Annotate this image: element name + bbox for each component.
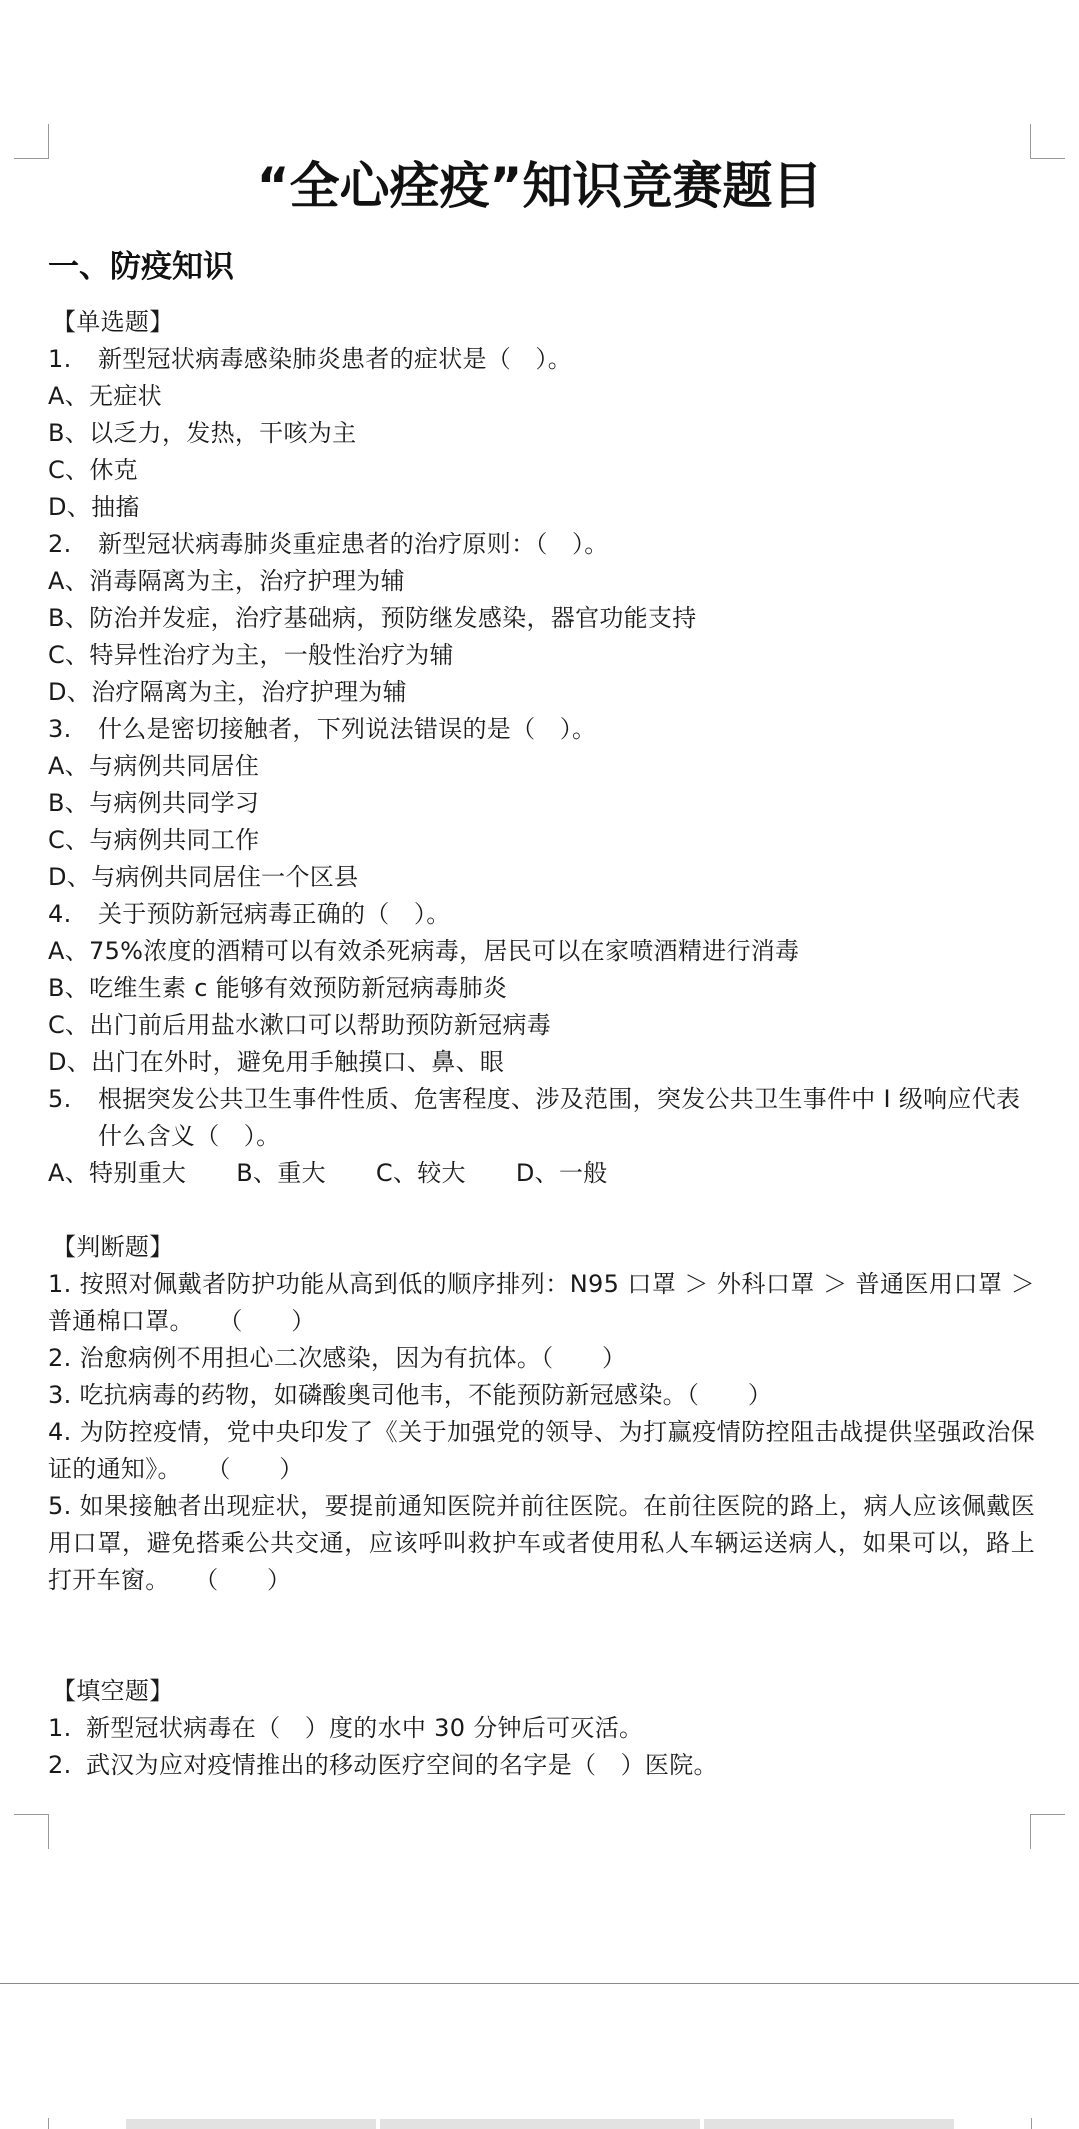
option: D、治疗隔离为主，治疗护理为辅: [48, 678, 407, 706]
question-text: 按照对佩戴者防护功能从高到低的顺序排列：N95 口罩 ＞ 外科口罩 ＞ 普通医用口罩 ＞ 普通棉口罩。 （ ）: [48, 1270, 1035, 1335]
tf-question-3: [48, 1377, 1035, 1414]
option: C、与病例共同工作: [48, 826, 260, 854]
question-text: 根据突发公共卫生事件性质、危害程度、涉及范围，突发公共卫生事件中 Ⅰ 级响应代表什么含义（ ）。: [98, 1085, 1021, 1150]
page-divider: [0, 1983, 1079, 1984]
question-number: 3.: [48, 1381, 72, 1409]
option: A、与病例共同居住: [48, 752, 260, 780]
question-number: 5.: [48, 1085, 72, 1113]
next-page-mark: [1031, 2118, 1032, 2129]
option: A、无症状: [48, 382, 162, 410]
tf-question-1: [48, 1266, 1035, 1340]
option: B、重大: [236, 1159, 326, 1187]
document-body: [48, 304, 1035, 1784]
question-text: 什么是密切接触者，下列说法错误的是（ ）。: [98, 715, 597, 743]
page-corner-mark-bottom-left: [14, 1814, 49, 1849]
single-choice-label: 【单选题】: [52, 308, 174, 336]
question-number: 5.: [48, 1492, 72, 1520]
question-text: 关于预防新冠病毒正确的（ ）。: [98, 900, 451, 928]
inline-options: [48, 1155, 1035, 1192]
option: A、75%浓度的酒精可以有效杀死病毒，居民可以在家喷酒精进行消毒: [48, 937, 800, 965]
tf-question-4: [48, 1414, 1035, 1488]
option: C、出门前后用盐水漱口可以帮助预防新冠病毒: [48, 1011, 552, 1039]
tf-question-2: [48, 1340, 1035, 1377]
next-page-block: [704, 2119, 954, 2129]
page-corner-mark-bottom-right: [1030, 1814, 1065, 1849]
question-3: [48, 711, 1035, 748]
question-number: 2.: [48, 1344, 72, 1372]
question-number: 2.: [48, 1751, 72, 1779]
fill-blank-label: 【填空题】: [52, 1677, 174, 1705]
question-text: 新型冠状病毒肺炎重症患者的治疗原则：（ ）。: [98, 530, 609, 558]
question-text: 如果接触者出现症状，要提前通知医院并前往医院。在前往医院的路上，病人应该佩戴医用口罩，避免搭乘公共交通，应该呼叫救护车或者使用私人车辆运送病人，如果可以，路上打开车窗。 （ ）: [48, 1492, 1035, 1594]
option: B、与病例共同学习: [48, 789, 260, 817]
question-text: 新型冠状病毒感染肺炎患者的症状是（ ）。: [98, 345, 572, 373]
option: B、以乏力，发热，干咳为主: [48, 419, 357, 447]
next-page-block: [126, 2119, 376, 2129]
question-2: [48, 526, 1035, 563]
option: B、防治并发症，治疗基础病，预防继发感染，器官功能支持: [48, 604, 697, 632]
fill-question-2: [48, 1747, 1035, 1784]
tf-question-5: [48, 1488, 1035, 1599]
question-number: 4.: [48, 900, 72, 928]
question-number: 1.: [48, 1270, 72, 1298]
next-page-mark: [48, 2118, 49, 2129]
question-text: 新型冠状病毒在（ ）度的水中 30 分钟后可灭活。: [86, 1714, 644, 1742]
question-1: [48, 341, 1035, 378]
section-heading: 一、防疫知识: [48, 249, 234, 285]
option: D、一般: [515, 1159, 608, 1187]
document-title: “全心痊疫”知识竞赛题目: [256, 157, 823, 215]
question-number: 3.: [48, 715, 72, 743]
option: D、与病例共同居住一个区县: [48, 863, 359, 891]
option: C、较大: [375, 1159, 466, 1187]
option: D、出门在外时，避免用手触摸口、鼻、眼: [48, 1048, 505, 1076]
question-number: 2.: [48, 530, 72, 558]
question-number: 1.: [48, 345, 72, 373]
fill-question-1: [48, 1710, 1035, 1747]
option: A、消毒隔离为主，治疗护理为辅: [48, 567, 405, 595]
option: D、抽搐: [48, 493, 140, 521]
option: A、特别重大: [48, 1159, 187, 1187]
next-page-block: [380, 2119, 700, 2129]
option: C、休克: [48, 456, 138, 484]
question-text: 为防控疫情，党中央印发了《关于加强党的领导、为打赢疫情防控阻击战提供坚强政治保证的通知》。 （ ）: [48, 1418, 1035, 1483]
question-text: 治愈病例不用担心二次感染，因为有抗体。（ ）: [79, 1344, 627, 1372]
option: B、吃维生素 c 能够有效预防新冠病毒肺炎: [48, 974, 508, 1002]
option: C、特异性治疗为主，一般性治疗为辅: [48, 641, 454, 669]
question-text: 武汉为应对疫情推出的移动医疗空间的名字是（ ）医院。: [86, 1751, 718, 1779]
question-text: 吃抗病毒的药物，如磷酸奥司他韦，不能预防新冠感染。（ ）: [79, 1381, 773, 1409]
true-false-label: 【判断题】: [52, 1233, 174, 1261]
question-number: 4.: [48, 1418, 72, 1446]
question-4: [48, 896, 1035, 933]
question-number: 1.: [48, 1714, 72, 1742]
question-5: [48, 1081, 1035, 1155]
